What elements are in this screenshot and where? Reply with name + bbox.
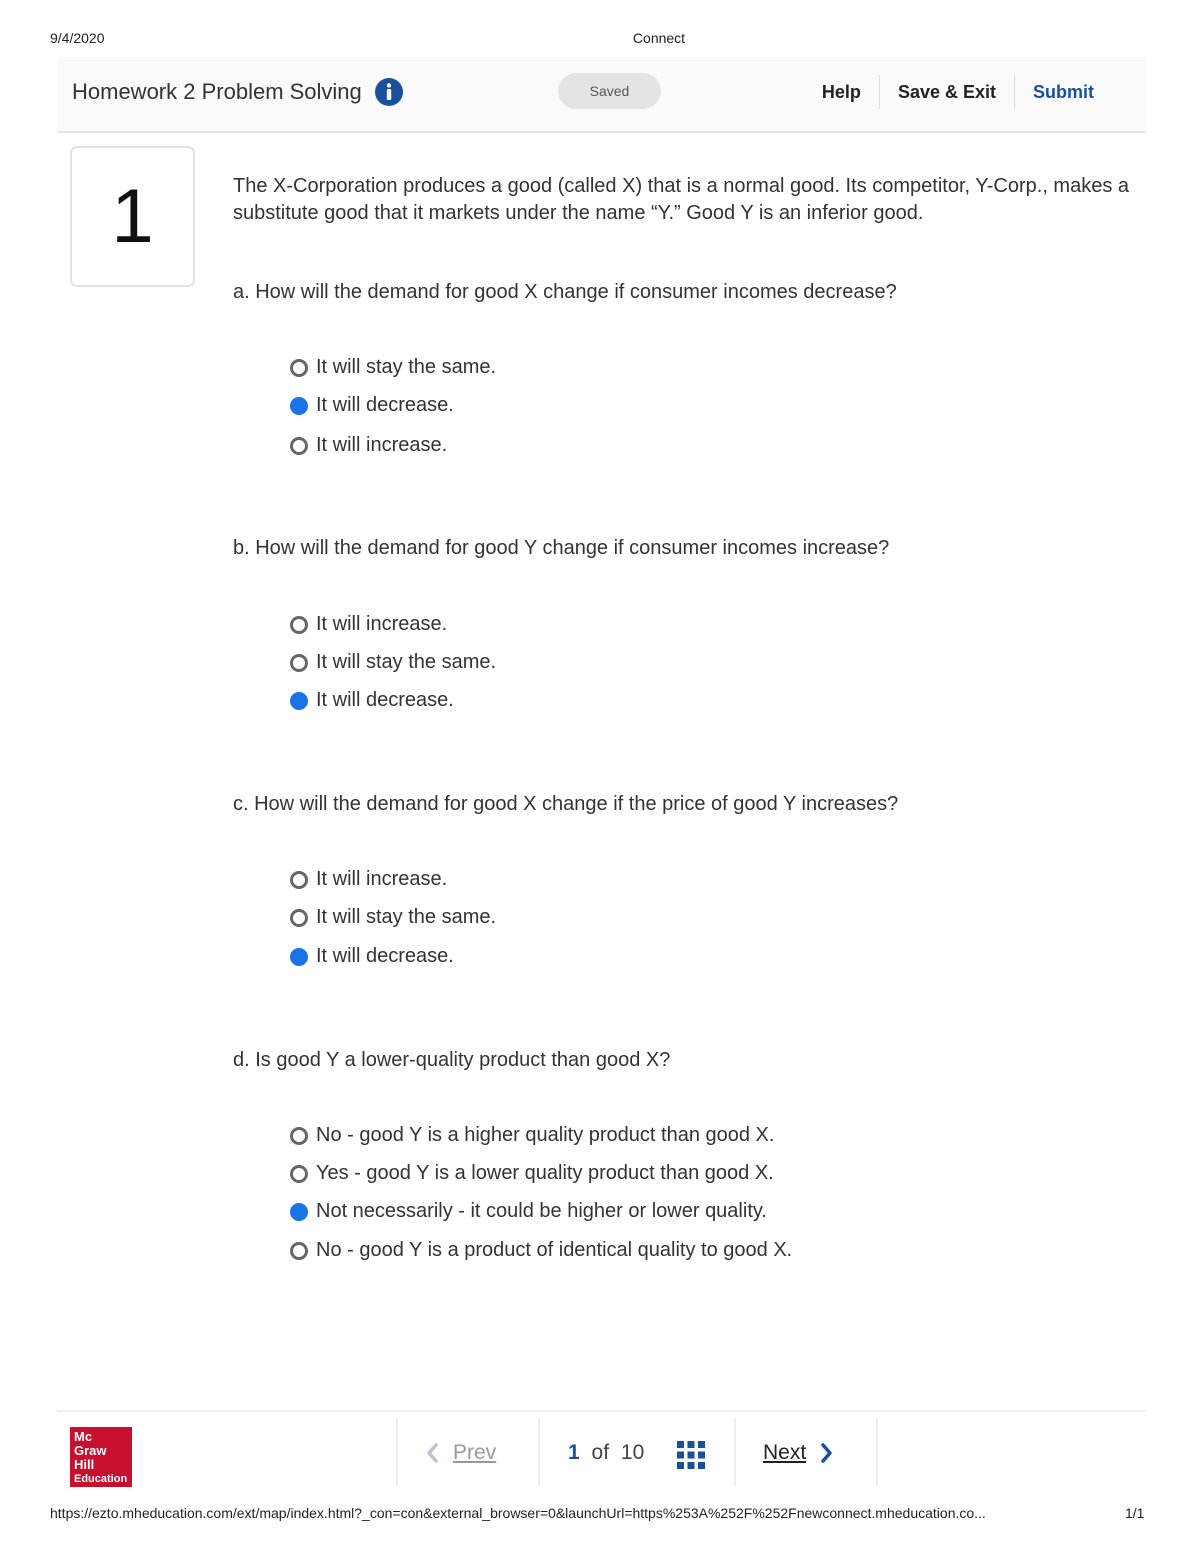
- logo-text: Mc: [74, 1429, 93, 1444]
- pager-divider: [734, 1418, 736, 1486]
- radio-button[interactable]: [290, 654, 308, 672]
- option-a-3[interactable]: [290, 434, 447, 457]
- radio-button[interactable]: [290, 1242, 308, 1260]
- option-a-2[interactable]: [290, 394, 454, 417]
- option-label: It will increase.: [316, 613, 448, 635]
- logo-text: Graw: [74, 1443, 107, 1458]
- option-d-4[interactable]: [290, 1239, 792, 1262]
- next-button[interactable]: [763, 1441, 834, 1465]
- page-indicator: [568, 1441, 644, 1465]
- print-title: Connect: [632, 30, 686, 46]
- option-label: No - good Y is a product of identical quality to good X.: [316, 1239, 793, 1261]
- option-label: It will decrease.: [316, 394, 454, 416]
- pager-divider: [538, 1418, 540, 1486]
- option-b-1[interactable]: [290, 613, 447, 636]
- save-exit-button[interactable]: Save & Exit: [879, 75, 1014, 109]
- option-label: It will increase.: [316, 868, 448, 890]
- question-d: d. Is good Y a lower-quality product than good X?: [233, 1049, 671, 1071]
- help-button[interactable]: Help: [821, 82, 861, 102]
- option-label: It will decrease.: [316, 945, 454, 967]
- question-grid-icon[interactable]: [676, 1440, 706, 1470]
- logo-text: Hill: [74, 1457, 95, 1472]
- logo-text: Education: [74, 1473, 128, 1485]
- question-c: c. How will the demand for good X change if the price of good Y increases?: [233, 793, 899, 815]
- print-page-number: 1/1: [1125, 1505, 1145, 1521]
- option-label: No - good Y is a higher quality product than good X.: [316, 1124, 775, 1146]
- pager-divider: [396, 1418, 398, 1486]
- radio-button-selected[interactable]: [290, 1203, 308, 1221]
- pager-divider: [876, 1418, 878, 1486]
- question-number: 1: [70, 146, 195, 287]
- option-label: It will increase.: [316, 434, 448, 456]
- saved-status-badge: Saved: [558, 73, 661, 109]
- radio-button-selected[interactable]: [290, 692, 308, 710]
- option-label: It will stay the same.: [316, 906, 497, 928]
- radio-button[interactable]: [290, 437, 308, 455]
- option-label: Yes - good Y is a lower quality product than good X.: [316, 1162, 774, 1184]
- option-b-2[interactable]: [290, 651, 496, 674]
- radio-button[interactable]: [290, 1127, 308, 1145]
- assignment-title: Homework 2 Problem Solving: [72, 79, 362, 104]
- option-a-1[interactable]: [290, 356, 496, 379]
- option-c-2[interactable]: [290, 906, 496, 929]
- option-d-2[interactable]: [290, 1162, 774, 1185]
- prev-label: Prev: [453, 1441, 497, 1464]
- chevron-right-icon: [820, 1442, 834, 1464]
- question-b: b. How will the demand for good Y change if consumer incomes increase?: [233, 537, 890, 559]
- assignment-title-wrap: [72, 77, 404, 107]
- option-b-3[interactable]: [290, 689, 454, 712]
- radio-button[interactable]: [290, 359, 308, 377]
- question-a: a. How will the demand for good X change if consumer incomes decrease?: [233, 281, 897, 303]
- option-label: It will stay the same.: [316, 651, 497, 673]
- option-label: It will stay the same.: [316, 356, 497, 378]
- radio-button[interactable]: [290, 616, 308, 634]
- mcgraw-hill-logo: [70, 1427, 132, 1487]
- page-of: of: [591, 1441, 610, 1464]
- info-icon[interactable]: [374, 77, 404, 107]
- option-c-3[interactable]: [290, 945, 454, 968]
- chevron-left-icon: [425, 1442, 439, 1464]
- footer-divider: [57, 1410, 1146, 1412]
- assignment-header: [57, 57, 1146, 133]
- prev-button[interactable]: [425, 1441, 496, 1465]
- next-label: Next: [763, 1441, 807, 1464]
- option-label: It will decrease.: [316, 689, 454, 711]
- radio-button-selected[interactable]: [290, 948, 308, 966]
- header-actions: [804, 75, 1112, 109]
- question-prompt: The X-Corporation produces a good (called X) that is a normal good. Its competitor, Y-Corp., makes a substitute good that it markets under the name “Y.” Good Y is an inferior good.: [233, 175, 1130, 224]
- option-c-1[interactable]: [290, 868, 447, 891]
- current-page: 1: [568, 1441, 580, 1464]
- print-url: https://ezto.mheducation.com/ext/map/index.html?_con=con&external_browser=0&launchUrl=https%253A%252F%252Fnewconnect.mheducation.co...: [50, 1505, 986, 1521]
- print-date: 9/4/2020: [50, 30, 105, 46]
- radio-button[interactable]: [290, 1165, 308, 1183]
- option-d-3[interactable]: [290, 1200, 767, 1223]
- option-label: Not necessarily - it could be higher or lower quality.: [316, 1200, 767, 1222]
- radio-button[interactable]: [290, 909, 308, 927]
- option-d-1[interactable]: [290, 1124, 774, 1147]
- total-pages: 10: [620, 1441, 645, 1464]
- submit-button[interactable]: Submit: [1014, 75, 1112, 109]
- radio-button[interactable]: [290, 871, 308, 889]
- radio-button-selected[interactable]: [290, 397, 308, 415]
